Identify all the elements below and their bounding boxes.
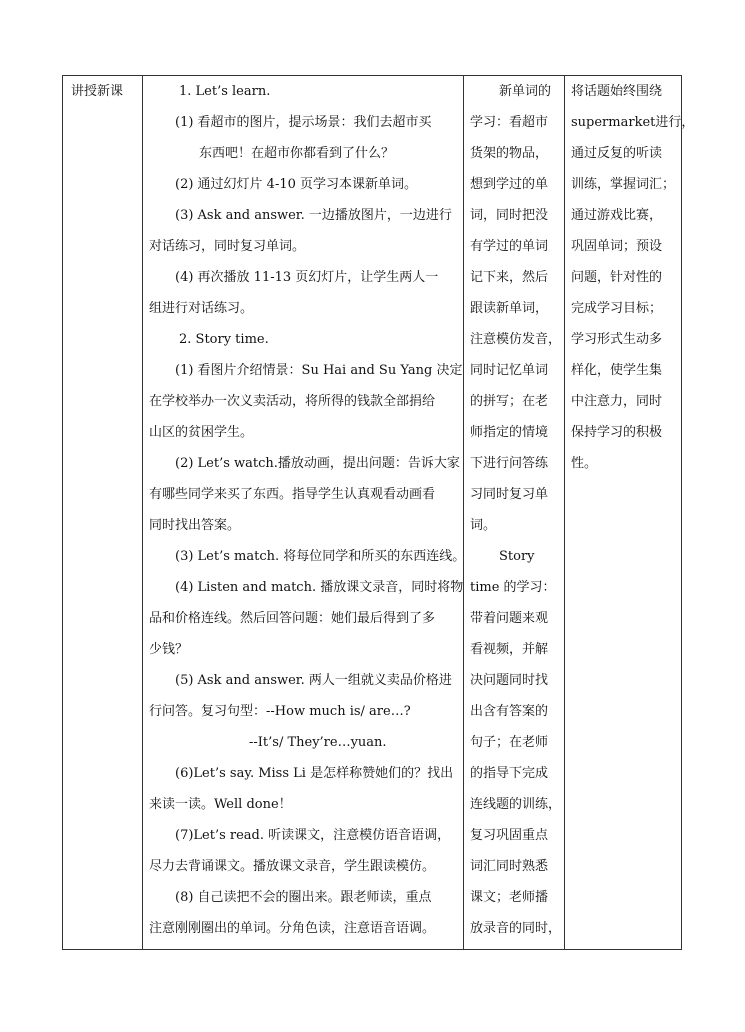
student-activity-line: 下进行问答练 [470,456,549,471]
teaching-step-line: (6)Let’s say. Miss Li 是怎样称赞她们的？找出 [175,766,454,781]
student-activity-line: 复习巩固重点 [470,828,549,843]
design-intent-line: 巩固单词；预设 [571,239,663,254]
teaching-step-line: 有哪些同学来买了东西。指导学生认真观看动画看 [149,487,436,502]
teaching-step-line: 1. Let’s learn. [179,84,271,99]
teaching-step-line: (3) Ask and answer. 一边播放图片，一边进行 [175,208,452,223]
teaching-step-line: 来读一读。Well done！ [149,797,292,812]
teaching-step-line: (1) 看图片介绍情景：Su Hai and Su Yang 决定 [175,363,463,378]
teaching-step-line: 行问答。复习句型：--How much is/ are…? [149,704,411,719]
student-activity-line: 有学过的单词 [470,239,549,254]
design-intent-line: 问题，针对性的 [571,270,663,285]
design-intent-line: 样化，使学生集 [571,363,663,378]
design-intent-line: 性。 [571,456,598,471]
teaching-step-line: (7)Let’s read. 听读课文，注意模仿语音语调， [175,828,451,843]
teaching-step-line: 山区的贫困学生。 [149,425,254,440]
student-activity-line: 习同时复习单 [470,487,549,502]
teaching-step-line: (1) 看超市的图片，提示场景：我们去超市买 [175,115,432,130]
student-activity-line: 词汇同时熟悉 [470,859,549,874]
teaching-step-line: (4) 再次播放 11-13 页幻灯片，让学生两人一 [175,270,439,285]
student-activity-line: 看视频，并解 [470,642,549,657]
teaching-step-line: (5) Ask and answer. 两人一组就义卖品价格进 [175,673,452,688]
teaching-step-line: 组进行对话练习。 [149,301,254,316]
student-activity-line: 词。 [470,518,497,533]
teaching-step-line: 同时找出答案。 [149,518,241,533]
student-activity-line: time 的学习： [470,580,556,595]
design-intent-line: 通过反复的听读 [571,146,663,161]
section-label: 讲授新课 [71,84,124,99]
design-intent-line: 将话题始终围绕 [571,84,663,99]
student-activity-line: 学习：看超市 [470,115,549,130]
student-activity-line: 跟读新单词， [470,301,549,316]
teaching-step-line: --It’s/ They’re…yuan. [249,735,387,750]
student-activity-line: 记下来，然后 [470,270,549,285]
design-intent-line: 完成学习目标； [571,301,663,316]
student-activity-line: 放录音的同时， [470,921,562,936]
student-activity-line: 注意模仿发音， [470,332,562,347]
student-activity-line: 师指定的情境 [470,425,549,440]
student-activity-line: 同时记忆单词 [470,363,549,378]
teaching-step-line: 尽力去背诵课文。播放课文录音，学生跟读模仿。 [149,859,436,874]
teaching-step-line: 2. Story time. [179,332,269,347]
teaching-step-line: 注意刚刚圈出的单词。分角色读，注意语音语调。 [149,921,436,936]
student-activity-line: 带着问题来观 [470,611,549,626]
design-intent-line: 中注意力，同时 [571,394,663,409]
student-activity-line: 课文；老师播 [470,890,549,905]
student-activity-line: Story [499,549,535,564]
student-activity-line: 决问题同时找 [470,673,549,688]
column-divider [142,76,143,949]
teaching-step-line: 东西吧！在超市你都看到了什么？ [199,146,395,161]
design-intent-line: 学习形式生动多 [571,332,663,347]
teaching-step-line: 少钱？ [149,642,189,657]
student-activity-line: 想到学过的单 [470,177,549,192]
student-activity-line: 新单词的 [499,84,552,99]
teaching-step-line: (3) Let’s match. 将每位同学和所买的东西连线。 [175,549,466,564]
teaching-step-line: 对话练习，同时复习单词。 [149,239,306,254]
student-activity-line: 的指导下完成 [470,766,549,781]
student-activity-line: 出含有答案的 [470,704,549,719]
student-activity-line: 货架的物品， [470,146,549,161]
teaching-step-line: 在学校举办一次义卖活动，将所得的钱款全部捐给 [149,394,436,409]
teaching-step-line: (2) 通过幻灯片 4-10 页学习本课新单词。 [175,177,418,192]
student-activity-line: 句子；在老师 [470,735,549,750]
column-divider [564,76,565,949]
teaching-step-line: 品和价格连线。然后回答问题：她们最后得到了多 [149,611,436,626]
design-intent-line: supermarket进行， [571,115,695,130]
student-activity-line: 词，同时把没 [470,208,549,223]
student-activity-line: 连线题的训练， [470,797,562,812]
student-activity-line: 的拼写；在老 [470,394,549,409]
design-intent-line: 训练，掌握词汇； [571,177,676,192]
teaching-step-line: (4) Listen and match. 播放课文录音，同时将物 [175,580,464,595]
column-divider [463,76,464,949]
teaching-step-line: (2) Let’s watch.播放动画，提出问题：告诉大家 [175,456,460,471]
design-intent-line: 保持学习的积极 [571,425,663,440]
lesson-plan-table [62,75,695,950]
teaching-step-line: (8) 自己读把不会的圈出来。跟老师读，重点 [175,890,432,905]
design-intent-line: 通过游戏比赛， [571,208,663,223]
